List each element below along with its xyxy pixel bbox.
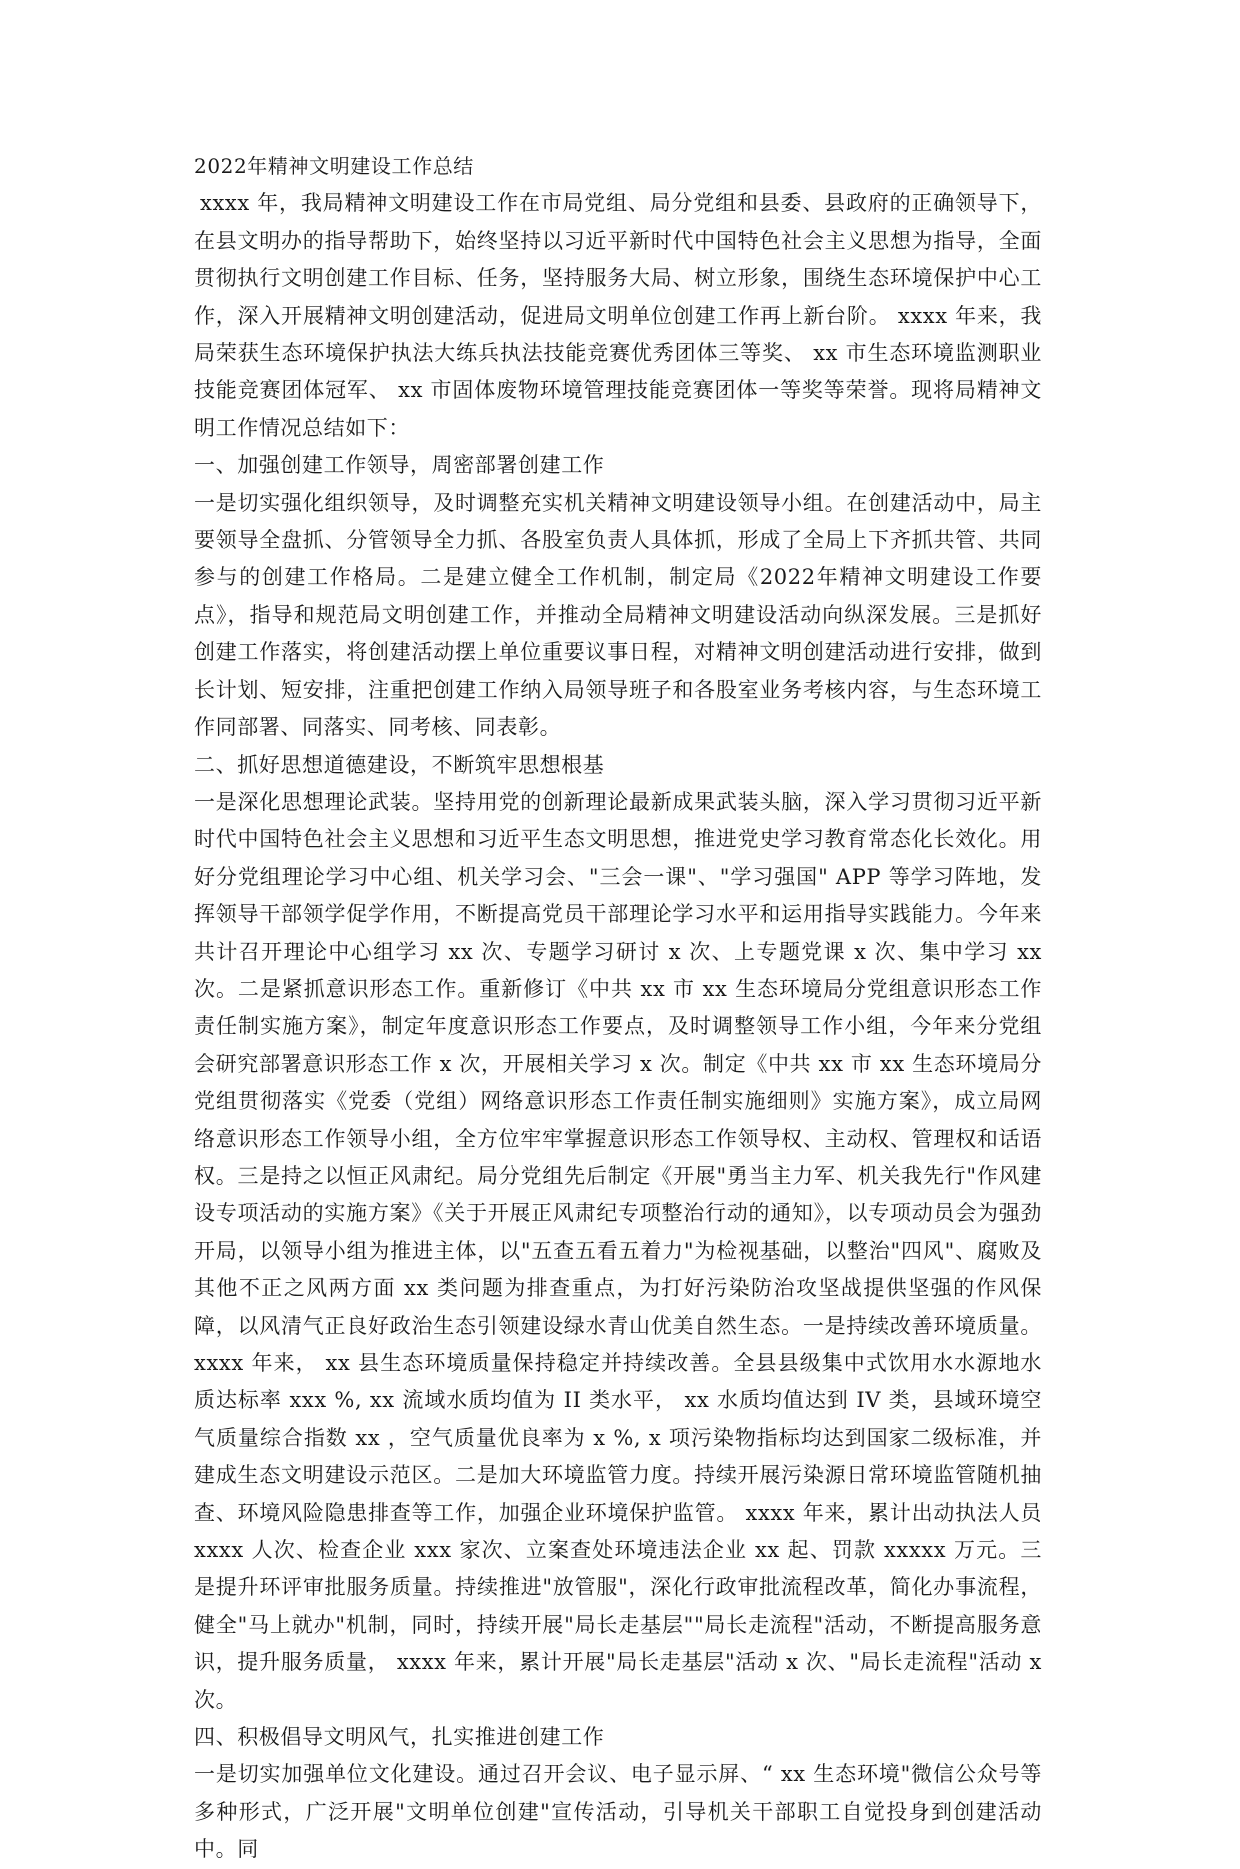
section-heading-1: 一、加强创建工作领导，周密部署创建工作 <box>194 453 605 478</box>
section-4-paragraph: 一是切实加强单位文化建设。通过召开会议、电子显示屏、“ xx 生态环境"微信公众号等多种形式，广泛开展"文明单位创建"宣传活动，引导机关干部职工自觉投身到创建活动中。同 <box>194 1762 1042 1862</box>
document-page <box>194 148 1042 1869</box>
document-title: 2022年精神文明建设工作总结 <box>194 154 474 178</box>
section-1-paragraph: 一是切实强化组织领导，及时调整充实机关精神文明建设领导小组。在创建活动中，局主要领导全盘抓、分管领导全力抓、各股室负责人具体抓，形成了全局上下齐抓共管、共同参与的创建工作格局。二是建立健全工作机制，制定局《2022年精神文明建设工作要点》，指导和规范局文明创建工作，并推动全局精神文明建设活动向纵深发展。三是抓好创建工作落实，将创建活动摆上单位重要议事日程，对精神文明创建活动进行安排，做到长计划、短安排，注重把创建工作纳入局领导班子和各股室业务考核内容，与生态环境工作同部署、同落实、同考核、同表彰。 <box>194 490 1042 740</box>
section-2-paragraph: 一是深化思想理论武装。坚持用党的创新理论最新成果武装头脑，深入学习贯彻习近平新时代中国特色社会主义思想和习近平生态文明思想，推进党史学习教育常态化长效化。用好分党组理论学习中心组、机关学习会、"三会一课"、"学习强国" APP 等学习阵地，发挥领导干部领学促学作用，不断提高党员干部理论学习水平和运用指导实践能力。今年来共计召开理论中心组学习 xx 次、专题学习研讨 x 次、上专题党课 x 次、集中学习 xx 次。二是紧抓意识形态工作。重新修订《中共 xx 市 xx 生态环境局分党组意识形态工作责任制实施方案》，制定年度意识形态工作要点，及时调整领导工作小组，今年来分党组会研究部署意识形态工作 x 次，开展相关学习 x 次。制定《中共 xx 市 xx 生态环境局分党组贯彻落实《党委（党组）网络意识形态工作责任制实施细则》实施方案》，成立局网络意识形态工作领导小组，全方位牢牢掌握意识形态工作领导权、主动权、管理权和话语权。三是持之以恒正风肃纪。局分党组先后制定《开展"勇当主力军、机关我先行"作风建设专项活动的实施方案》《关于开展正风肃纪专项整治行动的通知》，以专项动员会为强劲开局，以领导小组为推进主体，以"五查五看五着力"为检视基础，以整治"四风"、腐败及其他不正之风两方面 xx 类问题为排查重点，为打好污染防治攻坚战提供坚强的作风保障，以风清气正良好政治生态引领建设绿水青山优美自然生态。一是持续改善环境质量。 xxxx 年来， xx 县生态环境质量保持稳定并持续改善。全县县级集中式饮用水水源地水质达标率 xxx %, xx 流域水质均值为 II 类水平， xx 水质均值达到 IV 类，县域环境空气质量综合指数 xx ，空气质量优良率为 x %, x 项污染物指标均达到国家二级标准，并建成生态文明建设示范区。二是加大环境监管力度。持续开展污染源日常环境监管随机抽查、环境风险隐患排查等工作，加强企业环境保护监管。 xxxx 年来，累计出动执法人员 xxxx 人次、检查企业 xxx 家次、立案查处环境违法企业 xx 起、罚款 xxxxx 万元。三是提升环评审批服务质量。持续推进"放管服"，深化行政审批流程改革，简化办事流程，健全"马上就办"机制，同时，持续开展"局长走基层""局长走流程"活动，不断提高服务意识，提升服务质量， xxxx 年来，累计开展"局长走基层"活动 x 次、"局长走流程"活动 x 次。 <box>194 789 1042 1712</box>
section-heading-2: 二、抓好思想道德建设，不断筑牢思想根基 <box>194 752 605 777</box>
section-heading-4: 四、积极倡导文明风气，扎实推进创建工作 <box>194 1725 605 1750</box>
intro-paragraph: xxxx 年，我局精神文明建设工作在市局党组、局分党组和县委、县政府的正确领导下，在县文明办的指导帮助下，始终坚持以习近平新时代中国特色社会主义思想为指导，全面贯彻执行文明创建工作目标、任务，坚持服务大局、树立形象，围绕生态环境保护中心工作，深入开展精神文明创建活动，促进局文明单位创建工作再上新台阶。 xxxx 年来，我局荣获生态环境保护执法大练兵执法技能竞赛优秀团体三等奖、 xx 市生态环境监测职业技能竞赛团体冠军、 xx 市固体废物环境管理技能竞赛团体一等奖等荣誉。现将局精神文明工作情况总结如下： <box>194 191 1042 440</box>
